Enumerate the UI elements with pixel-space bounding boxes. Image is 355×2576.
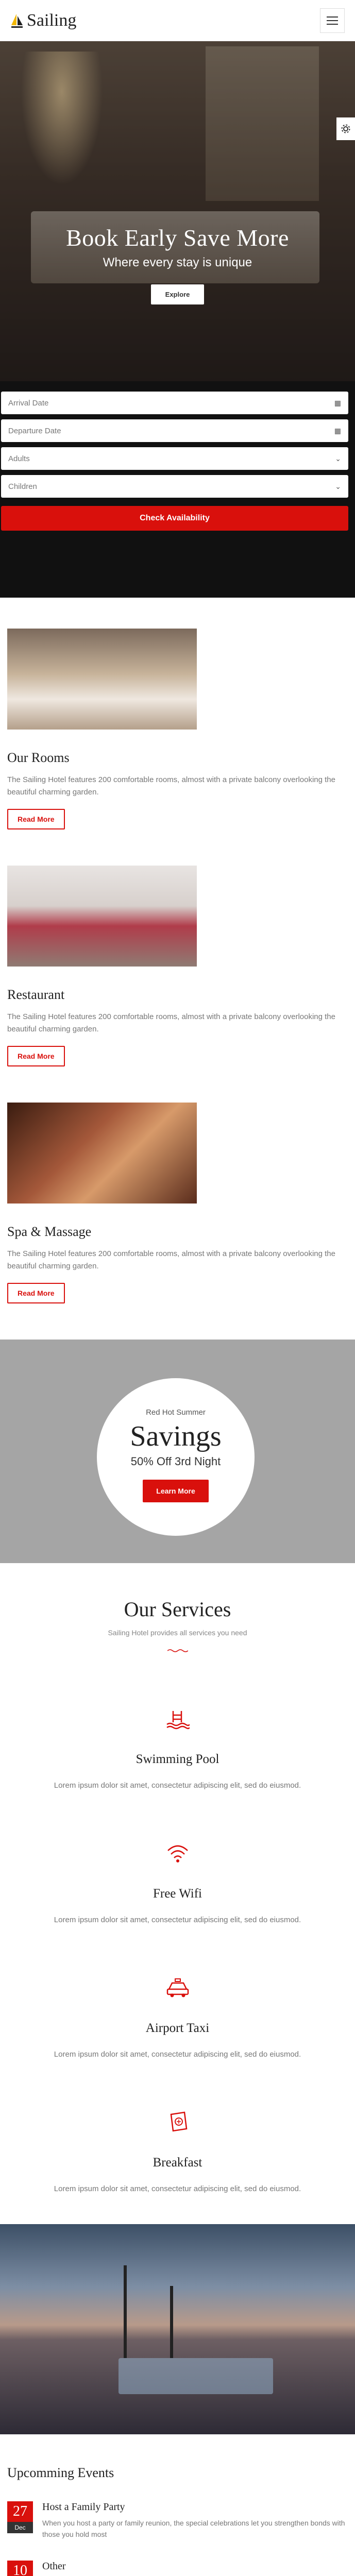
feature-title: Spa & Massage: [7, 1224, 92, 1239]
read-more-button[interactable]: Read More: [7, 809, 65, 829]
savings-subtitle: 50% Off 3rd Night: [130, 1455, 221, 1468]
event-title[interactable]: Other: [42, 2561, 66, 2572]
services-subtitle: Sailing Hotel provides all services you need: [108, 1629, 247, 1637]
event-day: 10: [7, 2561, 33, 2576]
events-title: Upcomming Events: [7, 2465, 114, 2480]
feature-text: The Sailing Hotel features 200 comfortable rooms, almost with a private balcony overlooking the beautiful charming garden.: [7, 1249, 335, 1270]
pool-shape: [119, 2358, 273, 2394]
restaurant-image: [7, 866, 197, 967]
event-item: [7, 2561, 348, 2576]
hero-explore-button[interactable]: Explore: [151, 284, 205, 304]
swimming-pool-icon: [10, 1707, 345, 1732]
learn-more-button[interactable]: Learn More: [143, 1480, 208, 1502]
service-title: Airport Taxi: [145, 2021, 210, 2035]
hero-content: [0, 224, 355, 304]
check-availability-button[interactable]: Check Availability: [1, 506, 348, 531]
menu-toggle-button[interactable]: [320, 8, 345, 33]
read-more-button[interactable]: Read More: [7, 1046, 65, 1066]
booking-form: [0, 381, 355, 598]
side-settings-button[interactable]: [336, 117, 355, 140]
menu-bar-icon: [327, 16, 338, 18]
feature-rooms: [7, 629, 348, 829]
lamp-post: [170, 2286, 173, 2358]
chevron-down-icon: ⌄: [335, 454, 341, 463]
rooms-image: [7, 629, 197, 730]
hero-overlay: [0, 41, 355, 381]
services-title: Our Services: [124, 1598, 231, 1621]
savings-banner: [0, 1340, 355, 1563]
feature-text: The Sailing Hotel features 200 comfortable rooms, almost with a private balcony overlooking the beautiful charming garden.: [7, 1012, 335, 1033]
service-item: [10, 1976, 345, 2059]
rooftop-pool-image: [0, 2224, 355, 2434]
events-section: [0, 2434, 355, 2576]
event-date-badge: [7, 2561, 33, 2576]
lamp-post: [124, 2265, 127, 2358]
wifi-icon: [10, 1841, 345, 1866]
service-title: Free Wifi: [153, 1887, 202, 1901]
service-text: Lorem ipsum dolor sit amet, consectetur adipiscing elit, sed do eiusmod.: [54, 1916, 301, 1924]
menu-bar-icon: [327, 20, 338, 21]
feature-restaurant: [7, 866, 348, 1066]
adults-select[interactable]: [1, 447, 348, 470]
service-title: Breakfast: [153, 2156, 202, 2170]
site-logo[interactable]: [10, 11, 76, 30]
chevron-down-icon: ⌄: [335, 482, 341, 490]
spa-image: [7, 1103, 197, 1204]
event-date-badge: [7, 2501, 33, 2540]
savings-circle: [97, 1378, 255, 1536]
sail-logo-icon: [10, 13, 24, 28]
savings-kicker: Red Hot Summer: [146, 1408, 206, 1417]
wave-divider-icon: [167, 1646, 188, 1655]
field-placeholder: Departure Date: [8, 426, 61, 435]
savings-title: Savings: [130, 1420, 222, 1452]
features-section: [0, 598, 355, 1303]
feature-text: The Sailing Hotel features 200 comfortable rooms, almost with a private balcony overlooking the beautiful charming garden.: [7, 775, 335, 796]
calendar-icon: ▦: [334, 398, 341, 407]
read-more-button[interactable]: Read More: [7, 1283, 65, 1303]
feature-spa: [7, 1103, 348, 1303]
field-placeholder: Adults: [8, 454, 30, 463]
site-header: [0, 0, 355, 41]
service-item: [10, 2110, 345, 2193]
event-item: [7, 2501, 348, 2540]
taxi-icon: [10, 1976, 345, 2001]
hero-subtitle: Where every stay is unique: [103, 256, 252, 269]
services-section: [0, 1563, 355, 2224]
children-select[interactable]: [1, 475, 348, 498]
arrival-date-field[interactable]: [1, 392, 348, 414]
event-day: 27: [7, 2501, 33, 2522]
event-month: Dec: [7, 2522, 33, 2533]
field-placeholder: Arrival Date: [8, 398, 49, 408]
hero-title: Book Early Save More: [66, 225, 289, 251]
calendar-icon: ▦: [334, 426, 341, 435]
event-text: When you host a party or family reunion, the special celebrations let you strengthen bonds with those you hold most: [42, 2519, 345, 2538]
feature-title: Restaurant: [7, 987, 65, 1002]
service-text: Lorem ipsum dolor sit amet, consectetur adipiscing elit, sed do eiusmod.: [54, 1781, 301, 1790]
breakfast-icon: [10, 2110, 345, 2135]
gear-icon: [341, 124, 350, 133]
service-text: Lorem ipsum dolor sit amet, consectetur adipiscing elit, sed do eiusmod.: [54, 2184, 301, 2193]
field-placeholder: Children: [8, 482, 37, 491]
departure-date-field[interactable]: [1, 419, 348, 442]
service-item: [10, 1707, 345, 1790]
service-text: Lorem ipsum dolor sit amet, consectetur adipiscing elit, sed do eiusmod.: [54, 2050, 301, 2059]
hero-banner: [0, 41, 355, 381]
event-title[interactable]: Host a Family Party: [42, 2501, 125, 2513]
feature-title: Our Rooms: [7, 750, 70, 765]
service-title: Swimming Pool: [136, 1752, 219, 1766]
service-item: [10, 1841, 345, 1924]
site-title: Sailing: [27, 10, 77, 30]
menu-bar-icon: [327, 24, 338, 25]
